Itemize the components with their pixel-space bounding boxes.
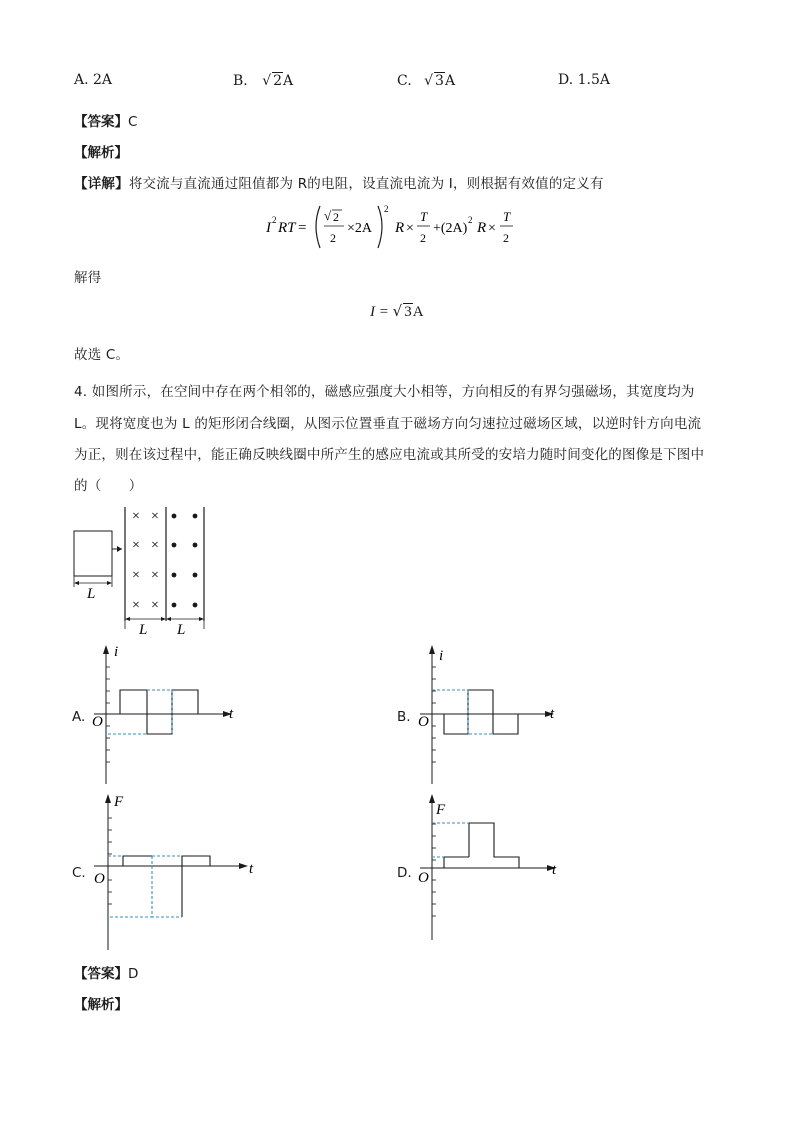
- svg-text:+(2A): +(2A): [433, 221, 468, 236]
- answer-value: C: [128, 114, 138, 130]
- x-arrow-icon: [239, 863, 248, 869]
- field-width-label-2: L: [177, 622, 186, 638]
- option-c-unit: A: [444, 73, 456, 89]
- svg-text:R: R: [395, 220, 405, 236]
- result-lhs: I =: [370, 304, 393, 320]
- svg-text:×2A: ×2A: [347, 221, 373, 236]
- q4-analysis-tag: 【解析】: [74, 997, 128, 1013]
- cross-mark-icon: ×: [151, 509, 159, 524]
- answer-value: D: [128, 966, 139, 982]
- result-unit: A: [412, 304, 424, 320]
- svg-text:2: 2: [333, 210, 339, 224]
- graph-c-option: C.: [72, 865, 86, 881]
- result-equation: [370, 302, 424, 321]
- x-axis-label: t: [229, 706, 234, 722]
- svg-text:T: T: [503, 209, 511, 224]
- option-d: D. 1.5A: [558, 72, 611, 88]
- dot-mark-icon: [172, 514, 177, 519]
- svg-text:×: ×: [406, 221, 414, 236]
- q3-detail: [74, 172, 604, 192]
- q4-line-4: 的（ ）: [74, 478, 143, 494]
- sqrt-symbol: √: [424, 73, 434, 89]
- dot-mark-icon: [193, 514, 198, 519]
- dot-mark-icon: [172, 573, 177, 578]
- field-width-label-1: L: [139, 622, 148, 638]
- svg-text:2: 2: [468, 215, 473, 225]
- pull-arrow-icon: [117, 546, 122, 552]
- y-axis-label: F: [436, 802, 446, 818]
- dot-mark-icon: [172, 603, 177, 608]
- y-arrow-icon: [429, 794, 435, 803]
- q4-line-3: 为正，则在该过程中，能正确反映线圈中所产生的感应电流或其所受的安培力随时间变化的图像是下图中: [74, 447, 705, 463]
- cross-mark-icon: ×: [132, 538, 140, 553]
- graph-b-option: B.: [397, 709, 411, 725]
- option-c-radicand: 3: [435, 73, 444, 89]
- x-axis-label: t: [249, 861, 254, 877]
- analysis-tag: 【解析】: [74, 145, 128, 161]
- dot-mark-icon: [193, 543, 198, 548]
- dot-mark-icon: [172, 543, 177, 548]
- field-figure: [70, 503, 220, 643]
- cross-mark-icon: ×: [132, 568, 140, 583]
- q3-answer: [74, 110, 137, 130]
- graph-a-option: A.: [72, 709, 86, 725]
- graph-a: [86, 642, 246, 787]
- graph-d-option: D.: [397, 865, 412, 881]
- origin-label: O: [94, 871, 105, 887]
- option-a: A. 2A: [74, 72, 113, 88]
- svg-text:R: R: [477, 220, 487, 236]
- option-b-prefix: B.: [233, 73, 248, 89]
- q4-answer: [74, 962, 138, 982]
- svg-text:√: √: [324, 208, 332, 223]
- svg-text:2: 2: [330, 231, 336, 245]
- svg-text:I: I: [266, 220, 271, 236]
- svg-text:×: ×: [488, 221, 496, 236]
- svg-text:2: 2: [420, 231, 426, 245]
- y-axis-label: i: [439, 648, 444, 664]
- y-axis-label: F: [114, 794, 124, 810]
- answer-tag: 【答案】: [74, 114, 128, 130]
- answer-tag: 【答案】: [74, 966, 128, 982]
- graph-d: [412, 790, 572, 942]
- option-c-prefix: C.: [397, 73, 412, 89]
- result-radicand: 3: [404, 304, 412, 320]
- conclusion: 故选 C。: [74, 347, 130, 363]
- cross-mark-icon: ×: [151, 568, 159, 583]
- coil-width-label: L: [87, 586, 96, 602]
- y-axis-label: i: [114, 644, 119, 660]
- q4-line-1: 4. 如图所示，在空间中存在两个相邻的，磁感应强度大小相等，方向相反的有界匀强磁场，其宽度均为: [74, 384, 695, 400]
- svg-text:T: T: [420, 209, 428, 224]
- cross-mark-icon: ×: [132, 598, 140, 613]
- q4-line-2: L。现将宽度也为 L 的矩形闭合线圈，从图示位置垂直于磁场方向匀速拉过磁场区域，以逆时针方向电流: [74, 416, 702, 432]
- origin-label: O: [92, 714, 103, 730]
- field-marks: [132, 509, 197, 613]
- dot-mark-icon: [193, 603, 198, 608]
- x-axis-label: t: [552, 862, 557, 878]
- svg-text:RT: RT: [278, 220, 296, 236]
- option-c: [397, 72, 455, 89]
- option-b: [233, 72, 293, 89]
- svg-text:2: 2: [503, 231, 509, 245]
- sqrt-symbol: √: [262, 73, 272, 89]
- rms-equation: [264, 198, 534, 254]
- y-arrow-icon: [429, 645, 435, 654]
- svg-text:=: =: [298, 220, 307, 236]
- cross-mark-icon: ×: [151, 538, 159, 553]
- cross-mark-icon: ×: [132, 509, 140, 524]
- dot-mark-icon: [193, 573, 198, 578]
- sqrt-symbol: √: [392, 302, 403, 320]
- solve-text: 解得: [74, 270, 102, 286]
- y-arrow-icon: [103, 645, 109, 654]
- y-arrow-icon: [105, 794, 111, 803]
- detail-text: 将交流与直流通过阻值都为 R的电阻，设直流电流为 I，则根据有效值的定义有: [128, 176, 604, 192]
- graph-b: [412, 642, 572, 787]
- svg-text:2: 2: [272, 215, 277, 225]
- detail-tag: 【详解】: [74, 176, 129, 192]
- cross-mark-icon: ×: [151, 598, 159, 613]
- origin-label: O: [418, 870, 429, 886]
- origin-label: O: [418, 714, 429, 730]
- svg-text:2: 2: [384, 204, 389, 214]
- coil-rect: [74, 531, 112, 576]
- option-b-radicand: 2: [273, 73, 283, 89]
- x-axis-label: t: [550, 706, 555, 722]
- graph-c: [86, 790, 266, 952]
- option-b-unit: A: [283, 73, 294, 89]
